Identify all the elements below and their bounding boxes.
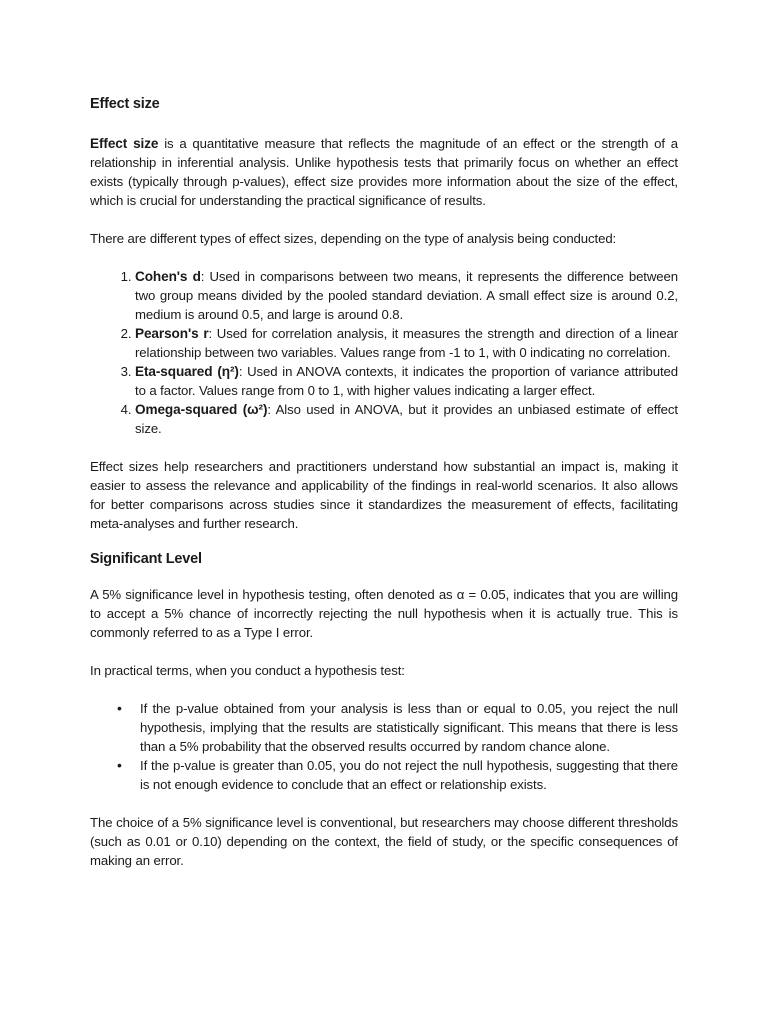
- bullet-icon: •: [117, 757, 122, 773]
- heading-effect-size: Effect size: [90, 96, 160, 112]
- rule-fail-to-reject-text: If the p-value is greater than 0.05, you do not reject the null hypothesis, suggesting that there is not enough evidence to conclude that an effect or relationship exists.: [140, 758, 678, 792]
- desc-omega-squared: : Also used in ANOVA, but it provides an unbiased estimate of effect size.: [135, 402, 678, 436]
- desc-eta-squared: : Used in ANOVA contexts, it indicates the proportion of variance attributed to a factor. Values range from 0 to 1, with higher values indicating a larger effect.: [135, 364, 678, 398]
- decision-rules-list: [90, 699, 678, 794]
- effect-size-definition: is a quantitative measure that reflects the magnitude of an effect or the strength of a relationship in inferential analysis. Unlike hypothesis tests that primarily focus on whether an effect exists (typically through p-values), effect size provides more information about the size of the effect, which is crucial for understanding the practical significance of results.: [90, 136, 678, 208]
- significance-intro: A 5% significance level in hypothesis testing, often denoted as α = 0.05, indicates that you are willing to accept a 5% chance of incorrectly rejecting the null hypothesis when it is actually true. This is commonly referred to as a Type I error.: [90, 587, 678, 640]
- term-omega-squared: Omega-squared (ω²): [135, 402, 268, 417]
- bullet-icon: •: [117, 700, 122, 716]
- types-intro: There are different types of effect sizes, depending on the type of analysis being conducted:: [90, 231, 617, 246]
- effect-size-types-list: [90, 267, 678, 438]
- term-cohens-d: Cohen's d: [135, 269, 201, 284]
- heading-significant-level: Significant Level: [90, 551, 202, 567]
- practical-intro: In practical terms, when you conduct a hypothesis test:: [90, 663, 405, 678]
- desc-pearsons-r: : Used for correlation analysis, it measures the strength and direction of a linear relationship between two variables. Values range from -1 to 1, with 0 indicating no correlation.: [135, 326, 679, 360]
- list-item-cohens-d: [135, 267, 678, 324]
- list-item-reject: [117, 699, 678, 756]
- effect-size-term: Effect size: [90, 136, 159, 151]
- list-item-fail-to-reject: [117, 756, 678, 794]
- term-pearsons-r: Pearson's r: [135, 326, 209, 341]
- list-item-pearsons-r: [135, 324, 678, 362]
- desc-cohens-d: : Used in comparisons between two means, it represents the difference between two group means divided by the pooled standard deviation. A small effect size is around 0.2, medium is around 0.5, and large is around 0.8.: [135, 269, 678, 322]
- list-item-eta-squared: [135, 362, 678, 400]
- list-item-omega-squared: [135, 400, 678, 438]
- effect-size-intro: [90, 134, 678, 210]
- rule-reject-text: If the p-value obtained from your analysis is less than or equal to 0.05, you reject the null hypothesis, implying that the results are statistically significant. This means that there is less than a 5% probability that the observed results occurred by random chance alone.: [140, 701, 678, 754]
- term-eta-squared: Eta-squared (η²): [135, 364, 239, 379]
- effect-size-closing: Effect sizes help researchers and practitioners understand how substantial an impact is, making it easier to assess the relevance and applicability of the findings in real-world scenarios. It also allows for better comparisons across studies since it standardizes the measurement of effects, facilitating meta-analyses and further research.: [90, 459, 678, 531]
- significance-closing: The choice of a 5% significance level is conventional, but researchers may choose different thresholds (such as 0.01 or 0.10) depending on the context, the field of study, or the specific consequences of making an error.: [90, 815, 678, 868]
